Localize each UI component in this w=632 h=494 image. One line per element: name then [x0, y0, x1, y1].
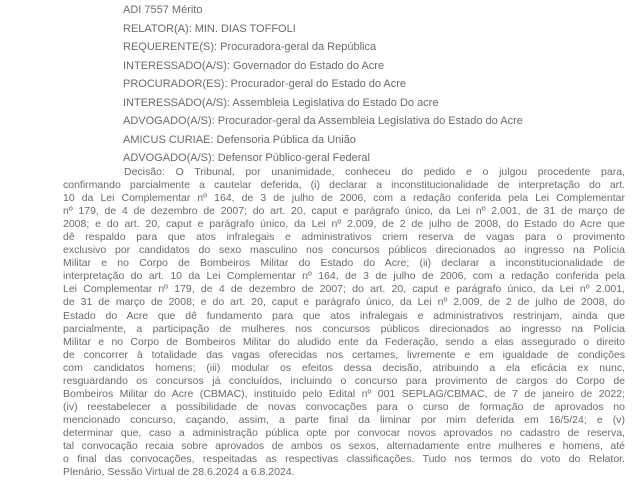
case-header [123, 1, 628, 168]
decision-line: nº 179, de 4 de dezembro de 2007; do art. 20, caput e parágrafo único, da Lei nº 2.001, de 31 de março de [63, 205, 625, 218]
decision-line: determinar que, caso a administração pública opte por convocar novos aprovados no cadastro de reserva, [63, 426, 625, 439]
decision-line: o final das convocações, respeitadas as respectivas classificações. Tudo nos termos do voto do Relator. [63, 453, 625, 466]
header-line: AMICUS CURIAE: Defensoria Pública da União [123, 133, 356, 146]
decision-line: de 31 de março de 2008; e do art. 20, caput e parágrafo único, da Lei nº 2.009, de 2 de julho de 2008, do [63, 296, 625, 309]
decision-text [63, 166, 625, 479]
header-line: INTERESSADO(A/S): Governador do Estado do Acre [123, 59, 385, 72]
decision-line: resguardando os concursos já concluídos, incluindo o concurso para provimento de cargos do Corpo de [63, 374, 625, 387]
decision-line: Bombeiros Militar do Acre (CBMAC), instituído pelo Edital nº 001 SEPLAG/CBMAC, de 7 de janeiro de 2022; [63, 387, 625, 400]
header-line: ADVOGADO(A/S): Procurador-geral da Assembleia Legislativa do Estado do Acre [123, 115, 523, 128]
decision-line: dê respaldo para que atos infralegais e administrativos criem reserva de vagas para o provimento [63, 231, 625, 244]
decision-line: tal convocação recaia sobre aprovados de ambos os sexos, alternadamente entre mulheres e homens, até [63, 439, 625, 452]
header-line: ADI 7557 Mérito [123, 4, 203, 16]
header-line: REQUERENTE(S): Procuradora-geral da República [123, 41, 377, 54]
decision-line: Militar e no Corpo de Bombeiros Militar do aludido ente da Federação, sendo a elas assegurado o direito [63, 335, 625, 348]
decision-line: 2008; e do art. 20, caput e parágrafo único, da Lei nº 2.009, de 2 de julho de 2008, do Estado do Acre que [63, 218, 625, 231]
decision-line: Plenário, Sessão Virtual de 28.6.2024 a 6.8.2024. [63, 466, 295, 479]
decision-line: confirmando parcialmente a cautelar deferida, (i) declarar a inconstitucionalidade de interpretação do art. [63, 179, 625, 192]
decision-line: Lei Complementar nº 179, de 4 de dezembro de 2007; do art. 20, caput e parágrafo único, da Lei nº 2.001, [63, 283, 625, 296]
decision-line: 10 da Lei Complementar nº 164, de 3 de julho de 2006, com a redação conferida pela Lei Complementar [63, 192, 625, 205]
header-line: RELATOR(A): MIN. DIAS TOFFOLI [123, 22, 296, 35]
decision-line: com candidatos homens; (iii) modular os efeitos dessa decisão, atribuindo a ela eficácia ex nunc, [63, 361, 625, 374]
decision-line: parcialmente, a participação de mulheres nos concursos públicos direcionados ao ingresso na Polícia [63, 322, 625, 335]
decision-line: interpretação do art. 10 da Lei Complementar nº 164, de 3 de julho de 2006, com a redação conferida pela [63, 270, 625, 283]
header-line: PROCURADOR(ES): Procurador-geral do Estado do Acre [123, 78, 407, 91]
decision-line: de concorrer à totalidade das vagas oferecidas nos certames, livremente e em igualdade de condições [63, 348, 625, 361]
decision-line: mencionado concurso, caçando, assim, a parte final da liminar por mim deferida em 16/5/24; e (v) [63, 413, 625, 426]
header-line: ADVOGADO(A/S): Defensor Público-geral Federal [123, 152, 370, 165]
decision-line: Decisão: O Tribunal, por unanimidade, conheceu do pedido e o julgou procedente para, [124, 166, 625, 178]
header-line: INTERESSADO(A/S): Assembleia Legislativa do Estado Do acre [123, 96, 439, 109]
decision-line: Estado do Acre que dê fundamento para que atos infralegais e administrativos restrinjam, ainda que [63, 309, 625, 322]
decision-line: (iv) reestabelecer a possibilidade de novas convocações para o curso de formação de aprovados no [63, 400, 625, 413]
decision-line: exclusivo por candidatos do sexo masculino nos concursos públicos direcionados ao ingresso na Polícia [63, 244, 625, 257]
decision-line: Militar e no Corpo de Bombeiros Militar do Estado do Acre; (ii) declarar a inconstitucionalidade de [63, 257, 625, 270]
